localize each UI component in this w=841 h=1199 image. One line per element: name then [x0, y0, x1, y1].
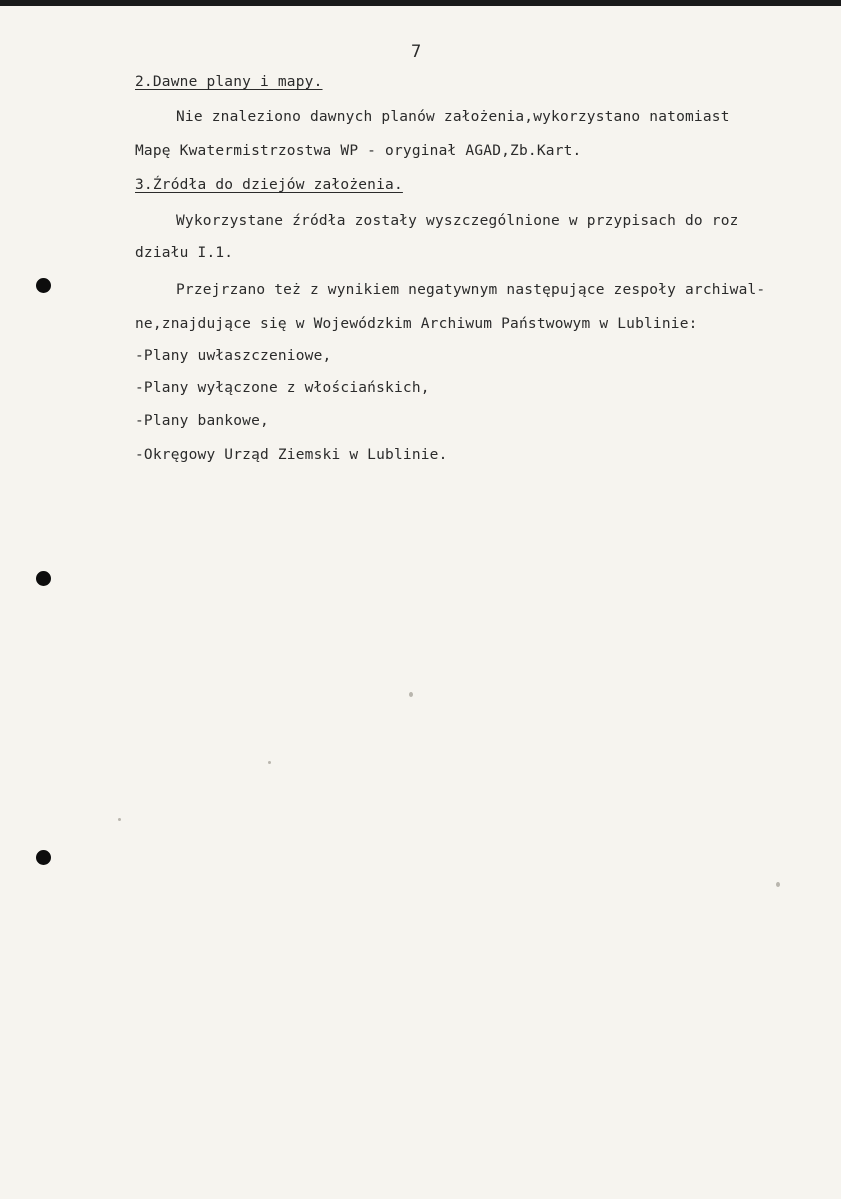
punch-hole-middle: [36, 571, 51, 586]
section-3-paragraph-line: działu I.1.: [135, 245, 234, 261]
section-3-paragraph-line: ne,znajdujące się w Wojewódzkim Archiwum Państwowym w Lublinie:: [135, 316, 698, 332]
page-number: 7: [411, 42, 422, 62]
punch-hole-top: [36, 278, 51, 293]
archive-list-item: -Plany uwłaszczeniowe,: [135, 348, 332, 364]
paper-speck: [268, 761, 271, 764]
punch-hole-bottom: [36, 850, 51, 865]
section-3-paragraph-line: Wykorzystane źródła zostały wyszczególnione w przypisach do roz: [176, 213, 739, 229]
archive-list-item: -Okręgowy Urząd Ziemski w Lublinie.: [135, 447, 448, 463]
section-3-paragraph-line: Przejrzano też z wynikiem negatywnym następujące zespoły archiwal-: [176, 282, 766, 298]
section-3-heading: 3.Źródła do dziejów założenia.: [135, 177, 403, 193]
section-2-heading: 2.Dawne plany i mapy.: [135, 74, 323, 90]
archive-list-item: -Plany wyłączone z włościańskich,: [135, 380, 430, 396]
archive-list-item: -Plany bankowe,: [135, 413, 269, 429]
paper-speck: [118, 818, 121, 821]
section-2-paragraph-line: Nie znaleziono dawnych planów założenia,wykorzystano natomiast: [176, 109, 730, 125]
paper-speck: [409, 692, 413, 697]
paper-speck: [776, 882, 780, 887]
section-2-paragraph-line: Mapę Kwatermistrzostwa WP - oryginał AGAD,Zb.Kart.: [135, 143, 582, 159]
document-page: [0, 6, 841, 1199]
